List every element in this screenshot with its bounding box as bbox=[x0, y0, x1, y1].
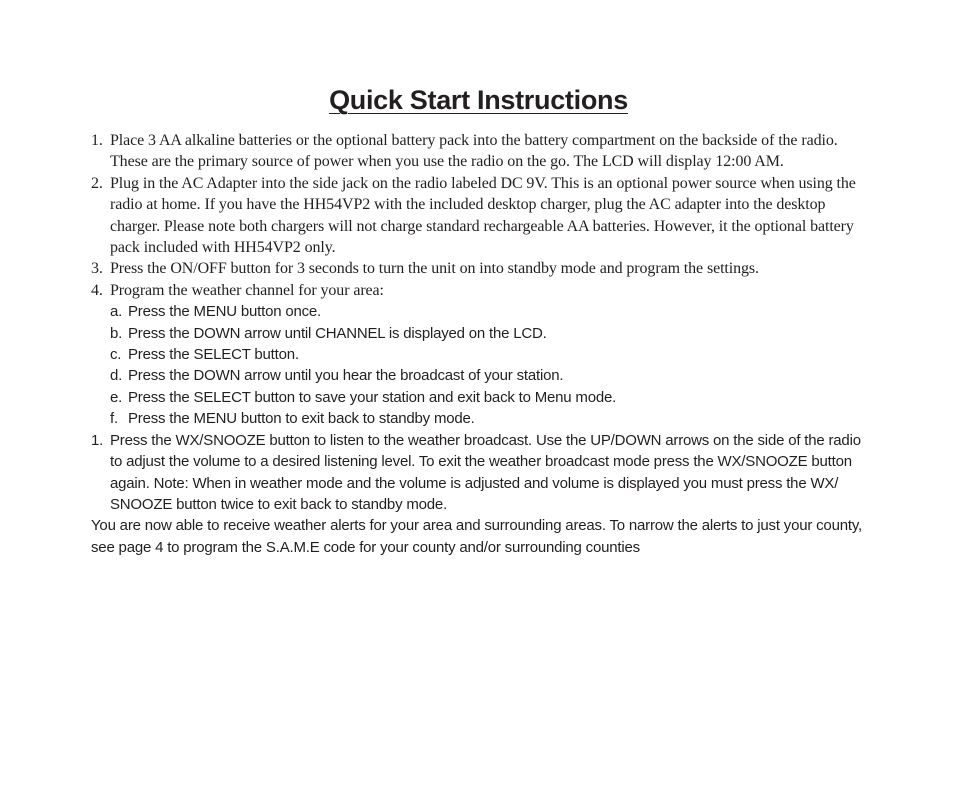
step-text: Program the weather channel for your area: bbox=[110, 281, 384, 299]
step-1 bbox=[91, 130, 866, 173]
substep-c bbox=[91, 344, 866, 365]
step-number: 1. bbox=[91, 431, 104, 449]
substep-text: Press the SELECT button. bbox=[128, 346, 299, 364]
step-3 bbox=[91, 258, 866, 279]
step-number: 2. bbox=[91, 174, 103, 192]
substep-letter: c. bbox=[110, 346, 122, 364]
substep-b bbox=[91, 323, 866, 344]
quick-start-page bbox=[91, 85, 866, 558]
step-text: Press the ON/OFF button for 3 seconds to turn the unit on into standby mode and program the settings. bbox=[110, 260, 759, 278]
substep-e bbox=[91, 387, 866, 408]
step-number: 1. bbox=[91, 132, 103, 149]
substep-letter: d. bbox=[110, 367, 123, 385]
substep-letter: b. bbox=[110, 324, 123, 342]
substep-text: Press the MENU button once. bbox=[128, 303, 322, 321]
page-title: Quick Start Instructions bbox=[329, 85, 628, 115]
substep-text: Press the DOWN arrow until CHANNEL is displayed on the LCD. bbox=[128, 324, 547, 342]
step-text: Plug in the AC Adapter into the side jack on the radio labeled DC 9V. This is an optional power source when using the radio at home. If you have the HH54VP2 with the included desktop charger, plug the AC adapter into the desktop charger. Please note both chargers will not charge standard rechargeable AA batteries. However, it the optional battery pack included with HH54VP2 only. bbox=[110, 174, 856, 257]
substep-letter: a. bbox=[110, 303, 123, 321]
step-weather-broadcast bbox=[91, 430, 866, 516]
substep-f bbox=[91, 408, 866, 429]
step-text: Press the WX/SNOOZE button to listen to the weather broadcast. Use the UP/DOWN arrows on the side of the radio to adjust the volume to a desired listening level. To exit the weather broadcast mode press the WX/SNOOZE button again. Note: When in weather mode and the volume is adjusted and volume is displayed you must press the WX/ SNOOZE button twice to exit back to standby mode. bbox=[110, 431, 861, 513]
step-4 bbox=[91, 280, 866, 301]
substep-a bbox=[91, 301, 866, 322]
step-text: Place 3 AA alkaline batteries or the optional battery pack into the battery compartment on the backside of the radio. These are the primary source of power when you use the radio on the go. The LCD will display 12:00 AM. bbox=[110, 132, 838, 171]
substep-letter: e. bbox=[110, 388, 123, 406]
step-2 bbox=[91, 173, 866, 259]
substep-text: Press the SELECT button to save your station and exit back to Menu mode. bbox=[128, 388, 617, 406]
substep-letter: f. bbox=[110, 410, 118, 428]
substep-d bbox=[91, 365, 866, 386]
substep-text: Press the MENU button to exit back to standby mode. bbox=[128, 410, 475, 428]
step-number: 4. bbox=[91, 281, 103, 299]
step-number: 3. bbox=[91, 260, 103, 278]
closing-paragraph: You are now able to receive weather alerts for your area and surrounding areas. To narrow the alerts to just your county, see page 4 to program the S.A.M.E code for your county and/or surrounding counties bbox=[91, 517, 862, 556]
substep-text: Press the DOWN arrow until you hear the broadcast of your station. bbox=[128, 367, 564, 385]
